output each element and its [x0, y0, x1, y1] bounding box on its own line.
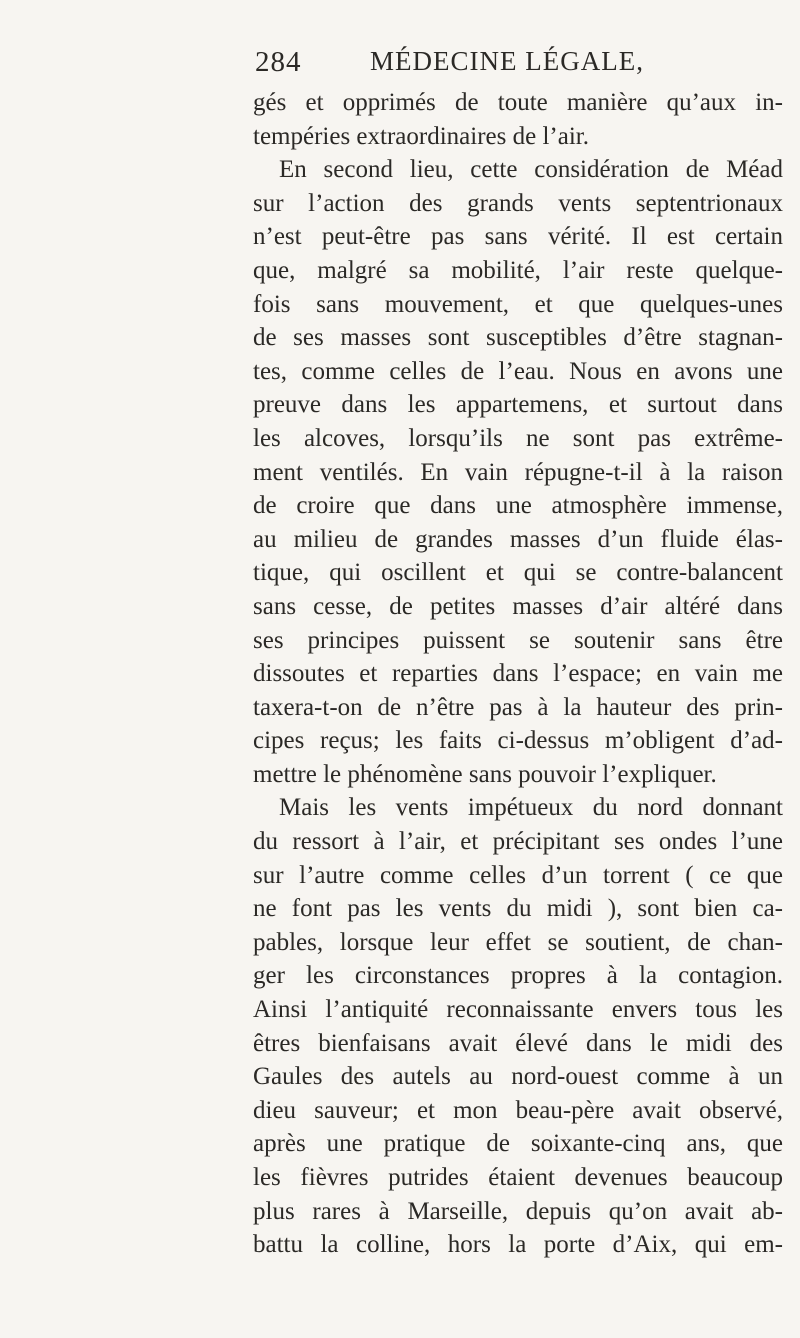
text-line: tempéries extraordinaires de l’air. — [253, 122, 589, 150]
text-line: du ressort à l’air, et précipitant ses ondes l’une — [253, 828, 783, 856]
text-line: êtres bienfaisans avait élevé dans le midi des — [253, 1029, 783, 1057]
text-line: dieu sauveur; et mon beau-père avait observé, — [253, 1096, 783, 1124]
text-line: dissoutes et reparties dans l’espace; en vain me — [253, 660, 783, 688]
text-line: n’est peut-être pas sans vérité. Il est certain — [253, 223, 783, 251]
text-line: ger les circonstances propres à la contagion. — [253, 962, 783, 990]
text-line: Mais les vents impétueux du nord donnant — [279, 794, 783, 822]
text-line: tes, comme celles de l’eau. Nous en avons une — [253, 357, 783, 385]
text-line: battu la colline, hors la porte d’Aix, qui em- — [253, 1231, 783, 1259]
text-line: les fièvres putrides étaient devenues beaucoup — [253, 1164, 783, 1191]
text-line: cipes reçus; les faits ci-dessus m’obligent d’ad- — [253, 727, 783, 755]
text-line: ses principes puissent se soutenir sans être — [253, 626, 783, 654]
text-line: preuve dans les appartemens, et surtout dans — [253, 391, 783, 419]
text-line: sur l’autre comme celles d’un torrent ( ce que — [253, 861, 783, 889]
text-line: après une pratique de soixante-cinq ans, que — [253, 1130, 783, 1158]
text-line: au milieu de grandes masses d’un fluide élas- — [253, 525, 783, 553]
text-line: gés et opprimés de toute manière qu’aux in- — [253, 89, 783, 116]
text-line: sans cesse, de petites masses d’air altéré dans — [253, 592, 783, 620]
text-line: que, malgré sa mobilité, l’air reste quelque- — [253, 256, 783, 284]
text-line: ment ventilés. En vain répugne-t-il à la raison — [253, 458, 783, 486]
text-line: Ainsi l’antiquité reconnaissante envers tous les — [253, 996, 783, 1024]
text-line: taxera-t-on de n’être pas à la hauteur des prin- — [253, 693, 783, 721]
text-line: ne font pas les vents du midi ), sont bien ca- — [253, 895, 783, 923]
text-line: Gaules des autels au nord-ouest comme à un — [253, 1063, 783, 1091]
text-line: de croire que dans une atmosphère immense, — [253, 492, 783, 520]
page-number: 284 — [255, 46, 302, 78]
text-line: sur l’action des grands vents septentrionaux — [253, 189, 783, 217]
text-line: fois sans mouvement, et que quelques-unes — [253, 290, 783, 318]
text-line: tique, qui oscillent et qui se contre-balancent — [253, 559, 783, 587]
text-line: les alcoves, lorsqu’ils ne sont pas extrême- — [253, 424, 783, 452]
body-text — [253, 86, 783, 1262]
running-head — [255, 46, 675, 86]
text-line: En second lieu, cette considération de Méad — [279, 156, 783, 184]
running-title: MÉDECINE LÉGALE, — [370, 46, 644, 76]
text-line: de ses masses sont susceptibles d’être stagnan- — [253, 324, 783, 352]
text-line: pables, lorsque leur effet se soutient, de chan- — [253, 928, 783, 956]
text-line: mettre le phénomène sans pouvoir l’expliquer. — [253, 760, 717, 788]
text-line: plus rares à Marseille, depuis qu’on avait ab- — [253, 1197, 783, 1225]
